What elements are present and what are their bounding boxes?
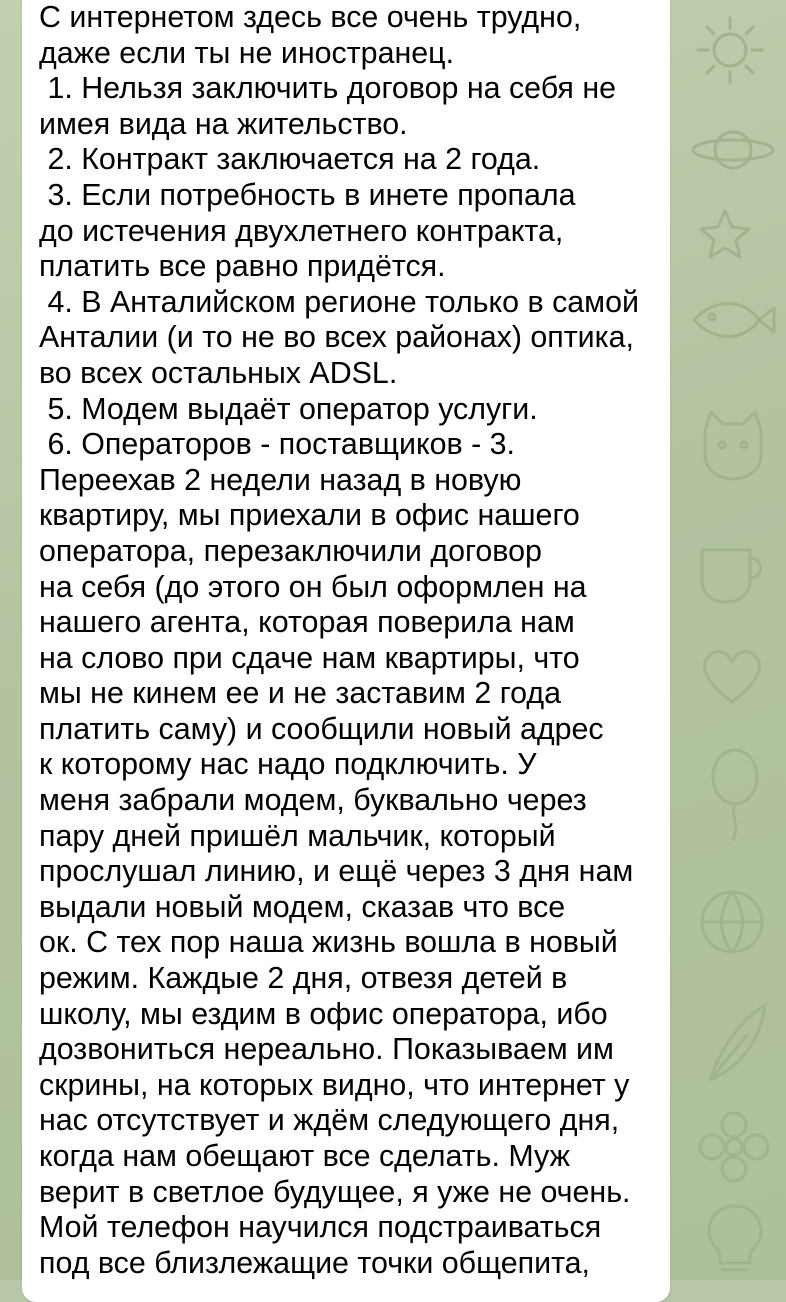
message-line: ок. С тех пор наша жизнь вошла в новый: [39, 925, 618, 960]
message-line: пару дней пришёл мальчик, который: [39, 818, 556, 853]
message-line: меня забрали модем, буквально через: [39, 783, 587, 818]
star-doodle: [695, 205, 755, 265]
message-line: имея вида на жительство.: [39, 106, 408, 141]
message-line: 2. Контракт заключается на 2 года.: [39, 142, 541, 177]
message-line: 3. Если потребность в инете пропала: [39, 177, 576, 212]
message-line: квартиру, мы приехали в офис нашего: [39, 498, 580, 533]
message-line: когда нам обещают все сделать. Муж: [39, 1139, 570, 1173]
message-line: дозвониться нереально. Показываем им: [39, 1032, 614, 1067]
balloon-doodle: [700, 745, 770, 845]
message-line: С интернетом здесь все очень трудно,: [39, 0, 582, 34]
message-line: скрины, на которых видно, что интернет у: [39, 1067, 630, 1102]
message-bubble[interactable]: [22, 0, 670, 1302]
fish-doodle: [684, 290, 779, 350]
cat-doodle: [690, 400, 775, 485]
heart-doodle: [695, 640, 770, 710]
message-line: во всех остальных ADSL.: [39, 355, 398, 390]
message-line: даже если ты не иностранец.: [39, 35, 455, 70]
message-line: на слово при сдаче нам квартиры, что: [39, 640, 580, 675]
ball-doodle: [690, 880, 775, 965]
sun-doodle: [690, 10, 770, 90]
message-line: выдали новый модем, сказав что все: [39, 889, 566, 924]
message-line: платить все равно придётся.: [39, 249, 446, 284]
cup-doodle: [690, 530, 775, 610]
message-line: до истечения двухлетнего контракта,: [39, 213, 564, 248]
message-line: школу, мы ездим в офис оператора, ибо: [39, 996, 608, 1031]
message-line: мы не кинем ее и не заставим 2 года: [39, 676, 561, 711]
message-text: [22, 0, 670, 1281]
message-line: Мой телефон научился подстраиваться: [39, 1210, 602, 1245]
message-line: 1. Нельзя заключить договор на себя не: [39, 71, 617, 106]
message-line: верит в светлое будущее, я уже не очень.: [39, 1174, 631, 1209]
message-line: на себя (до этого он был оформлен на: [39, 569, 587, 604]
message-line: платить саму) и сообщили новый адрес: [39, 711, 604, 746]
message-line: под все близлежащие точки общепита,: [39, 1245, 590, 1280]
message-line: режим. Каждые 2 дня, отвезя детей в: [39, 961, 568, 996]
bulb-doodle: [700, 1200, 770, 1278]
feather-doodle: [695, 995, 775, 1090]
message-line: 5. Модем выдаёт оператор услуги.: [39, 391, 538, 426]
message-line: оператора, перезаключили договор: [39, 533, 542, 568]
message-line: Переехав 2 недели назад в новую: [39, 462, 522, 497]
message-line: нас отсутствует и ждём следующего дня,: [39, 1103, 620, 1138]
message-line: прослушал линию, и ещё через 3 дня нам: [39, 854, 634, 889]
flower-doodle: [692, 1105, 777, 1190]
message-line: 4. В Анталийском регионе только в самой: [39, 284, 639, 319]
message-line: к которому нас надо подключить. У: [39, 747, 537, 782]
message-line: 6. Операторов - поставщиков - 3.: [39, 427, 515, 462]
planet-doodle: [688, 115, 778, 185]
message-line: Анталии (и то не во всех районах) оптика,: [39, 320, 634, 355]
message-line: нашего агента, которая поверила нам: [39, 605, 575, 640]
